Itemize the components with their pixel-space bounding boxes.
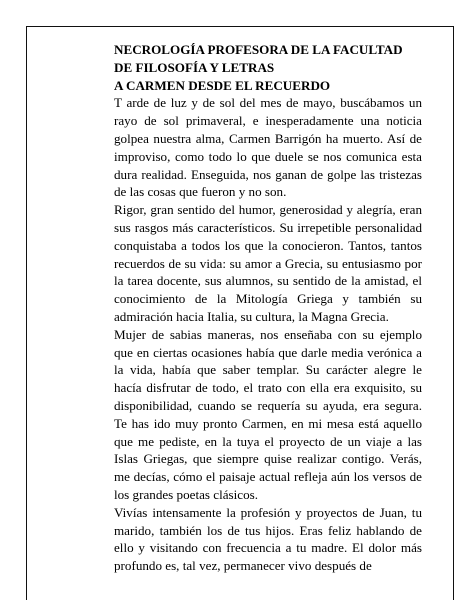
heading-line-2: DE FILOSOFÍA Y LETRAS (114, 59, 275, 75)
heading-line-1: NECROLOGÍA PROFESORA DE LA FACULTAD (114, 42, 403, 57)
article (114, 41, 422, 575)
heading-line-3: A CARMEN DESDE EL RECUERDO (114, 77, 331, 93)
paragraph-4: Vivías intensamente la profesión y proyectos de Juan, tu marido, también los de tus hijos. Eras feliz hablando de ello y visitando con frecuencia a tu madre. El dolor más profundo es, tal vez, permanecer vivo después de (114, 504, 422, 574)
article-heading (114, 41, 422, 94)
paragraph-2: Rigor, gran sentido del humor, generosidad y alegría, eran sus rasgos más característicos. Su irrepetible personalidad conquistaba a todos los que la conocieron. Tantos, tantos recuerdos de su vida: su amor a Grecia, su entusiasmo por la tarea docente, sus alumnos, su sentido de la amistad, el conocimiento de la Mitología Griega y también su admiración hacia Italia, su cultura, la Magna Grecia. (114, 202, 422, 324)
paragraph-1: T arde de luz y de sol del mes de mayo, buscábamos un rayo de sol primaveral, e inesperadamente una noticia golpea nuestra alma, Carmen Barrigón ha muerto. Así de improviso, como todo lo que duele se nos comunica esta dura realidad. Enseguida, nos ganan de golpe las tristezas de las cosas que fueron y no son. (114, 95, 422, 200)
page-frame (26, 26, 454, 600)
paragraph-3: Mujer de sabias maneras, nos enseñaba con su ejemplo que en ciertas ocasiones había que darle media verónica a la vida, había que saber templar. Su carácter alegre le hacía disfrutar de todo, el trato con ella era exquisito, su disponibilidad, cuando se requería su ayuda, era segura. Te has ido muy pronto Carmen, en mi mesa está aquello que me pediste, en la tuya el proyecto de un viaje a las Islas Griegas, que siempre quise realizar contigo. Verás, me decías, cómo el paisaje actual refleja aún los versos de los grandes poetas clásicos. (114, 326, 422, 502)
